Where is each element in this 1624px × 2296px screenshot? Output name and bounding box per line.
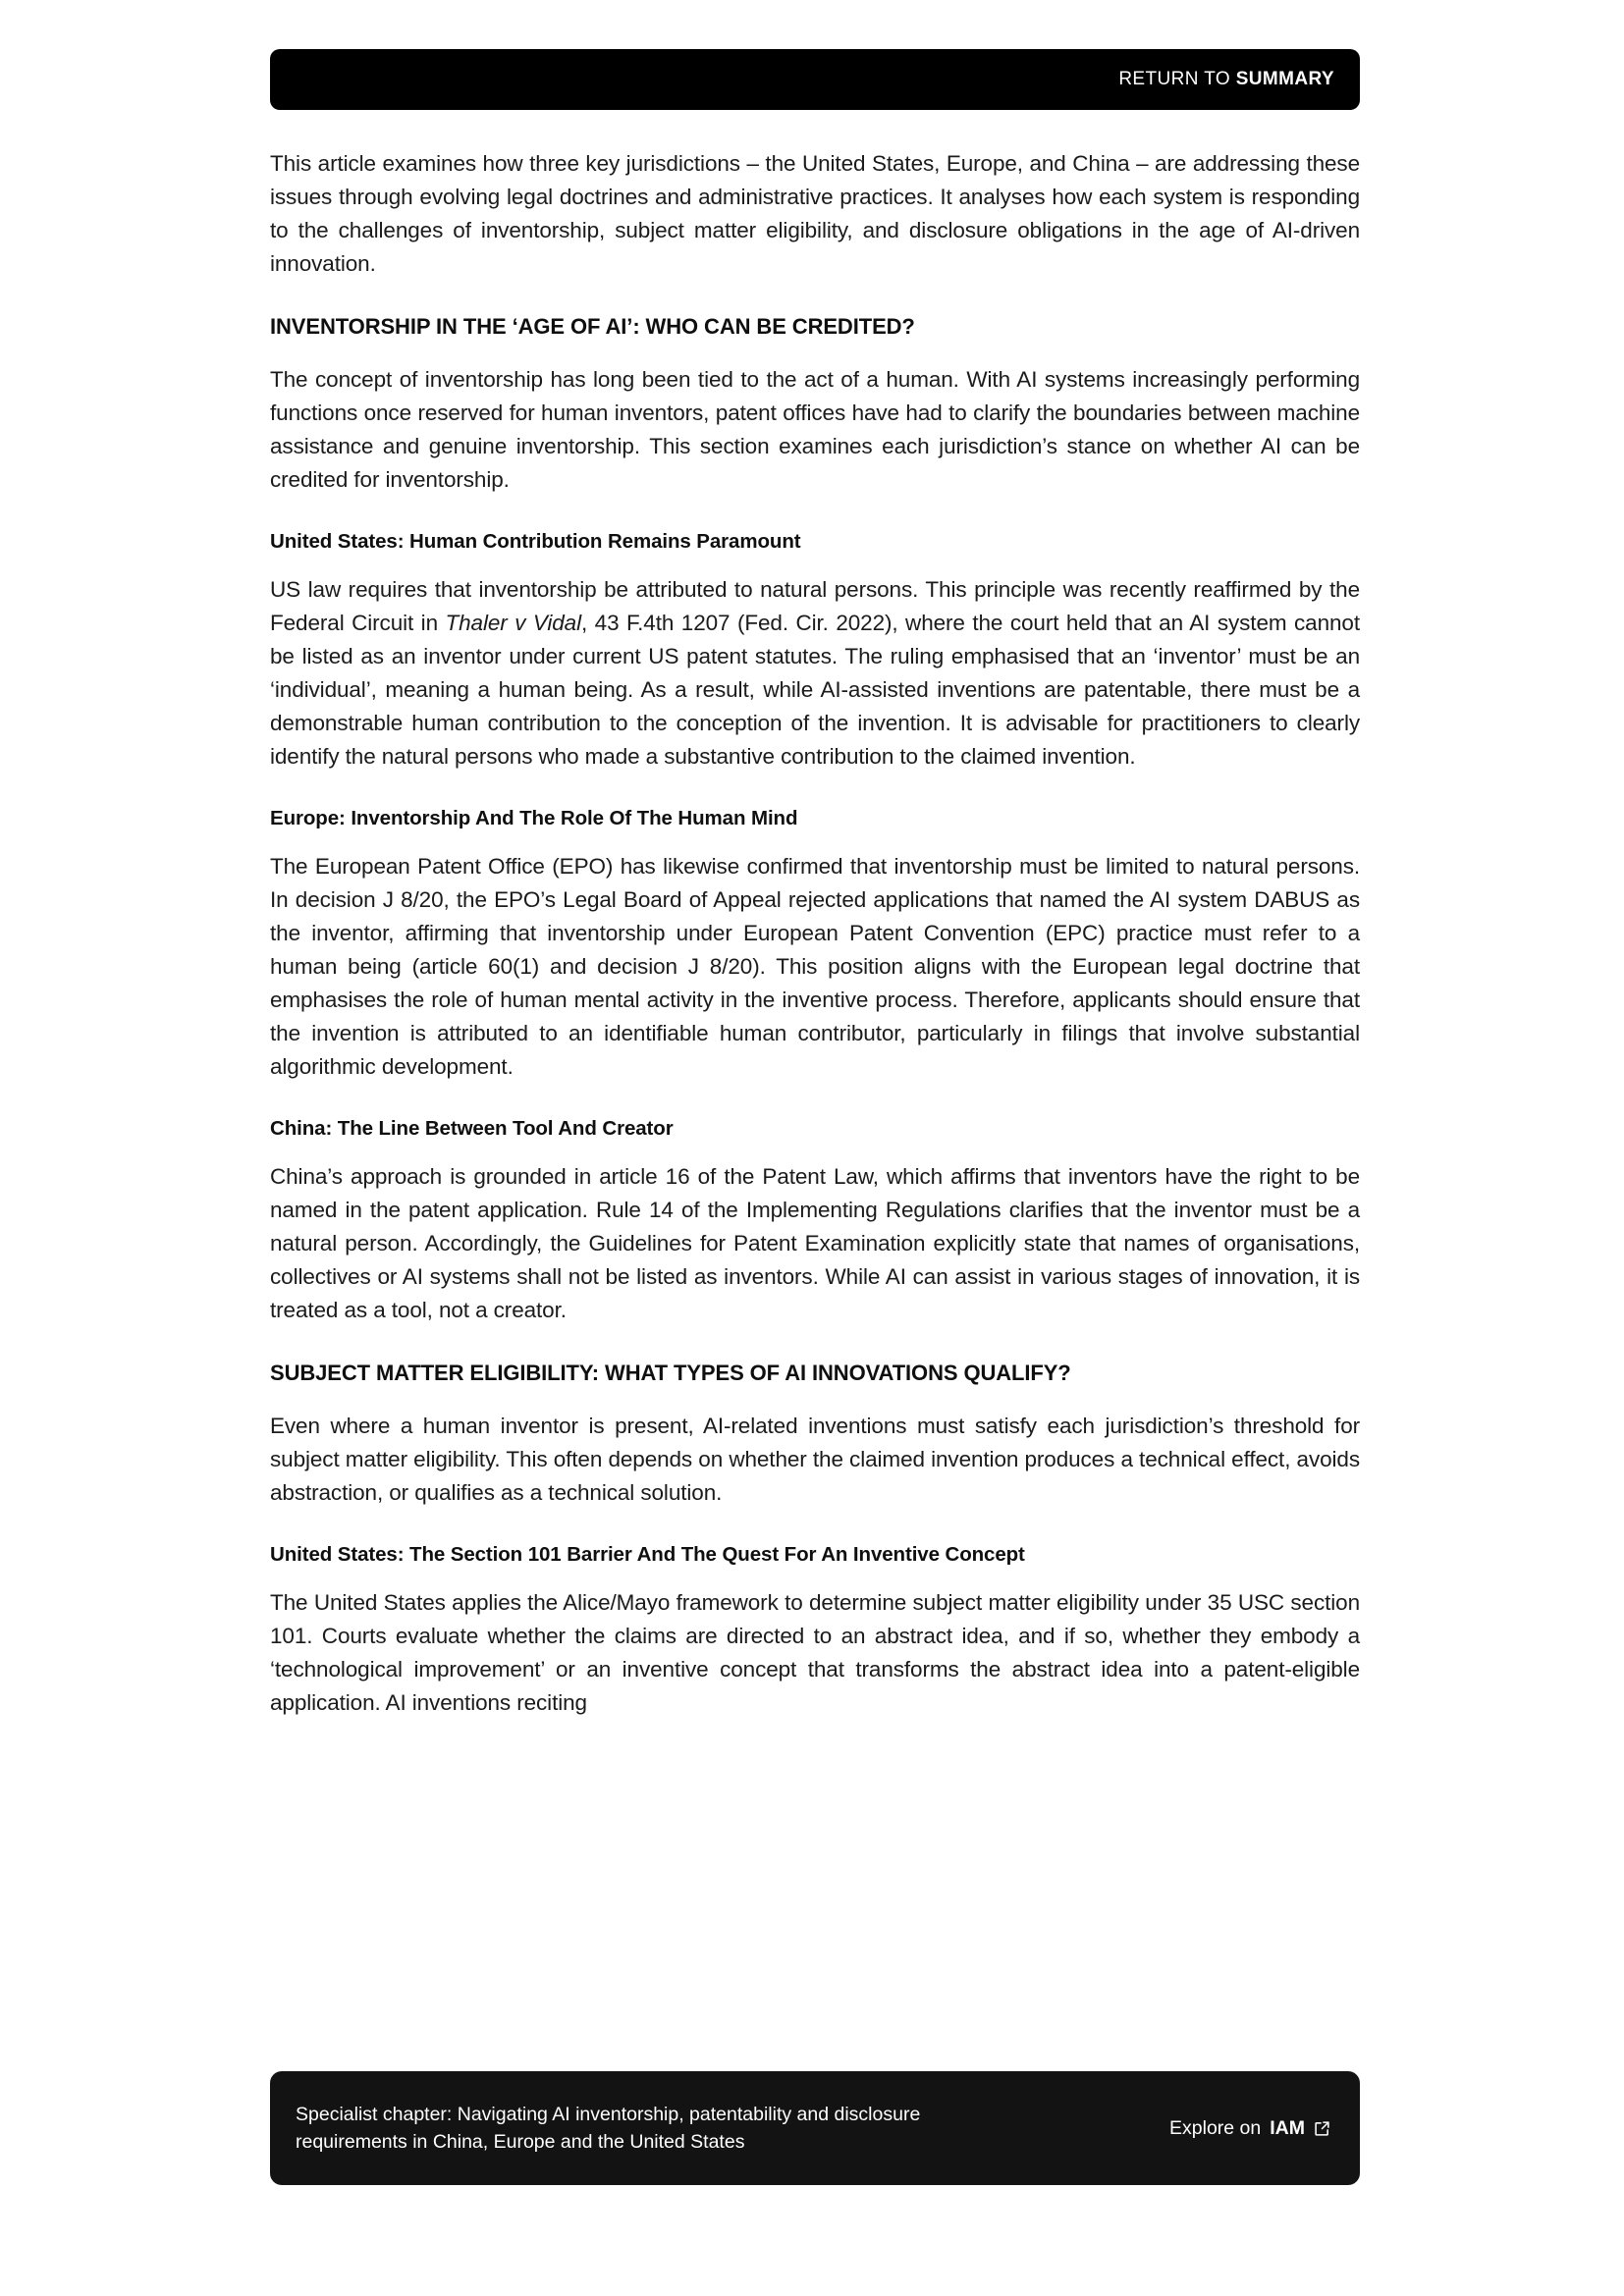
- paragraph-china-inventorship: China’s approach is grounded in article 16 of the Patent Law, which affirms that inventors have the right to be named in the patent application. Rule 14 of the Implementing Regulations clarifies that the inventor must be a natural person. Accordingly, the Guidelines for Patent Examination explicitly state that names of organisations, collectives or AI systems shall not be listed as inventors. While AI can assist in various stages of innovation, it is treated as a tool, not a creator.: [270, 1164, 1360, 1322]
- paragraph-us-inventorship-part1: US law requires that inventorship be attributed to natural persons. This principle was recently reaffirmed by the Federal Circuit in: [270, 577, 1360, 635]
- external-link-icon: [1314, 2120, 1330, 2137]
- promo-cta-brand: IAM: [1270, 2116, 1305, 2139]
- section1-lead-paragraph: The concept of inventorship has long been tied to the act of a human. With AI systems increasingly performing functions once reserved for human inventors, patent offices have had to clarify the boundaries between machine assistance and genuine inventorship. This section examines each jurisdiction’s stance on whether AI can be credited for inventorship.: [270, 367, 1360, 492]
- article-body: [270, 147, 1360, 1720]
- paragraph-us-inventorship-part2: , 43 F.4th 1207 (Fed. Cir. 2022), where the court held that an AI system cannot be listed as an inventor under current US patent statutes. The ruling emphasised that an ‘inventor’ must be an ‘individual’, meaning a human being. As a result, while AI-assisted inventions are patentable, there must be a demonstrable human contribution to the conception of the invention. It is advisable for practitioners to clearly identify the natural persons who made a substantive contribution to the claimed invention.: [270, 611, 1360, 769]
- case-citation-thaler-v-vidal: Thaler v Vidal: [445, 611, 581, 635]
- paragraph-us-inventorship: [270, 573, 1360, 774]
- return-to-summary-link[interactable]: [1118, 69, 1334, 90]
- promo-bar[interactable]: [270, 2071, 1360, 2185]
- subheading-europe-human-mind: Europe: Inventorship And The Role Of The Human Mind: [270, 807, 798, 829]
- page-content-column: [270, 0, 1360, 1720]
- return-to-summary-prefix: RETURN TO: [1118, 69, 1236, 89]
- top-navigation-bar: [270, 49, 1360, 110]
- section-heading-inventorship: INVENTORSHIP IN THE ‘AGE OF AI’: WHO CAN BE CREDITED?: [270, 314, 915, 339]
- explore-on-iam-link[interactable]: [1169, 2117, 1330, 2140]
- subheading-us-section-101: United States: The Section 101 Barrier And The Quest For An Inventive Concept: [270, 1543, 1025, 1566]
- promo-cta-prefix: Explore on: [1169, 2116, 1262, 2139]
- intro-paragraph: This article examines how three key jurisdictions – the United States, Europe, and China – are addressing these issues through evolving legal doctrines and administrative practices. It analyses how each system is responding to the challenges of inventorship, subject matter eligibility, and disclosure obligations in the age of AI-driven innovation.: [270, 151, 1360, 276]
- paragraph-us-section-101: The United States applies the Alice/Mayo framework to determine subject matter eligibility under 35 USC section 101. Courts evaluate whether the claims are directed to an abstract idea, and if so, whether they embody a ‘technological improvement’ or an inventive concept that transforms the abstract idea into a patent-eligible application. AI inventions reciting: [270, 1590, 1360, 1715]
- section2-lead-paragraph: Even where a human inventor is present, AI-related inventions must satisfy each jurisdiction’s threshold for subject matter eligibility. This often depends on whether the claimed invention produces a technical effect, avoids abstraction, or qualifies as a technical solution.: [270, 1414, 1360, 1505]
- subheading-china-tool-and-creator: China: The Line Between Tool And Creator: [270, 1117, 674, 1140]
- paragraph-europe-inventorship: The European Patent Office (EPO) has likewise confirmed that inventorship must be limited to natural persons. In decision J 8/20, the EPO’s Legal Board of Appeal rejected applications that named the AI system DABUS as the inventor, affirming that inventorship under European Patent Convention (EPC) practice must refer to a human being (article 60(1) and decision J 8/20). This position aligns with the European legal doctrine that emphasises the role of human mental activity in the inventive process. Therefore, applicants should ensure that the invention is attributed to an identifiable human contributor, particularly in filings that involve substantial algorithmic development.: [270, 854, 1360, 1079]
- subheading-us-human-contribution: United States: Human Contribution Remains Paramount: [270, 530, 801, 553]
- promo-title: Specialist chapter: Navigating AI inventorship, patentability and disclosure requirements in China, Europe and the United States: [296, 2104, 921, 2153]
- section-heading-subject-matter-eligibility: SUBJECT MATTER ELIGIBILITY: WHAT TYPES OF AI INNOVATIONS QUALIFY?: [270, 1361, 1071, 1385]
- return-to-summary-target: SUMMARY: [1235, 69, 1334, 89]
